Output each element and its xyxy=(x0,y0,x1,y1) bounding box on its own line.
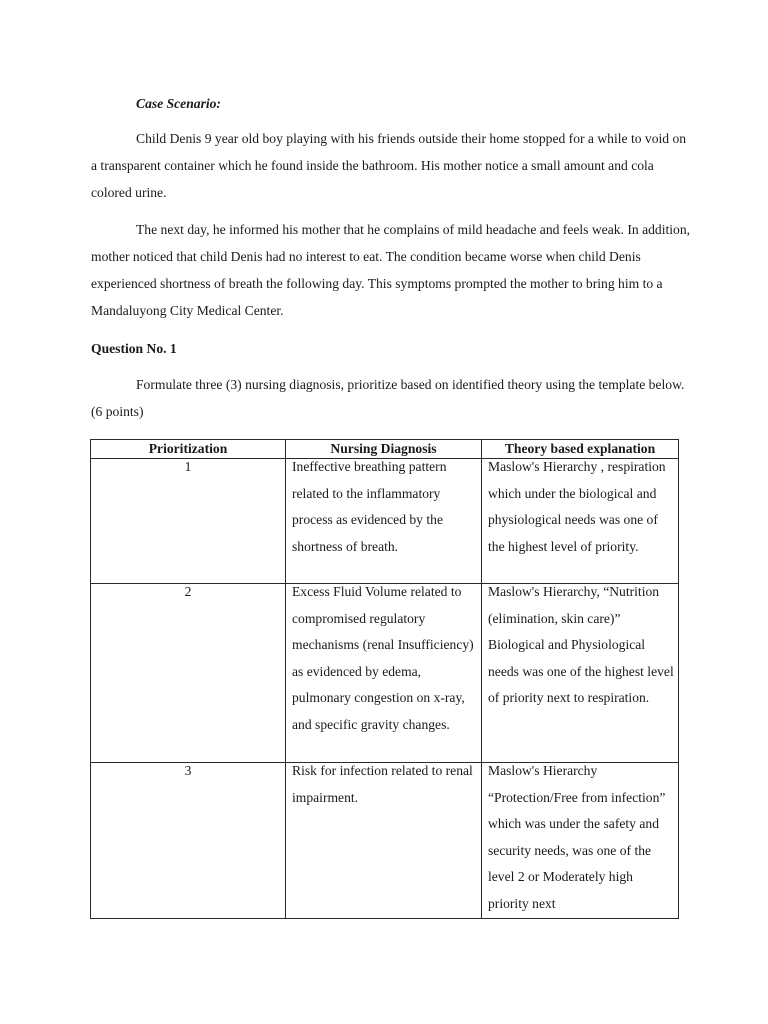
table-row xyxy=(91,763,679,919)
question-heading: Question No. 1 xyxy=(91,341,177,356)
explanation-cell: Maslow's Hierarchy, “Nutrition (elimination, skin care)” Biological and Physiological needs was one of the highest level of priority next to respiration. xyxy=(482,584,679,763)
priority-cell: 3 xyxy=(91,763,286,919)
case-paragraph-2: The next day, he informed his mother that he complains of mild headache and feels weak. In addition, mother noticed that child Denis had no interest to eat. The condition became worse when child Denis experienced shortness of breath the following day. This symptoms prompted the mother to bring him to a Mandaluyong City Medical Center. xyxy=(91,222,691,318)
diagnosis-cell: Ineffective breathing pattern related to the inflammatory process as evidenced by the shortness of breath. xyxy=(286,459,482,584)
table-row xyxy=(91,584,679,763)
case-paragraph-1: Child Denis 9 year old boy playing with his friends outside their home stopped for a while to void on a transparent container which he found inside the bathroom. His mother notice a small amount and cola colored urine. xyxy=(91,131,687,200)
nursing-diagnosis-table xyxy=(90,439,679,919)
question-instruction: Formulate three (3) nursing diagnosis, prioritize based on identified theory using the template below. (6 points) xyxy=(91,377,685,419)
diagnosis-cell: Excess Fluid Volume related to compromised regulatory mechanisms (renal Insufficiency) as evidenced by edema, pulmonary congestion on x-ray, and specific gravity changes. xyxy=(286,584,482,763)
case-scenario-heading: Case Scenario: xyxy=(136,96,221,111)
explanation-cell: Maslow's Hierarchy “Protection/Free from infection” which was under the safety and security needs, was one of the level 2 or Moderately high priority next xyxy=(482,763,679,919)
header-theory-explanation: Theory based explanation xyxy=(482,440,679,459)
header-prioritization: Prioritization xyxy=(91,440,286,459)
priority-cell: 2 xyxy=(91,584,286,763)
explanation-cell: Maslow's Hierarchy , respiration which under the biological and physiological needs was one of the highest level of priority. xyxy=(482,459,679,584)
header-nursing-diagnosis: Nursing Diagnosis xyxy=(286,440,482,459)
priority-cell: 1 xyxy=(91,459,286,584)
diagnosis-cell: Risk for infection related to renal impairment. xyxy=(286,763,482,919)
table-row xyxy=(91,459,679,584)
